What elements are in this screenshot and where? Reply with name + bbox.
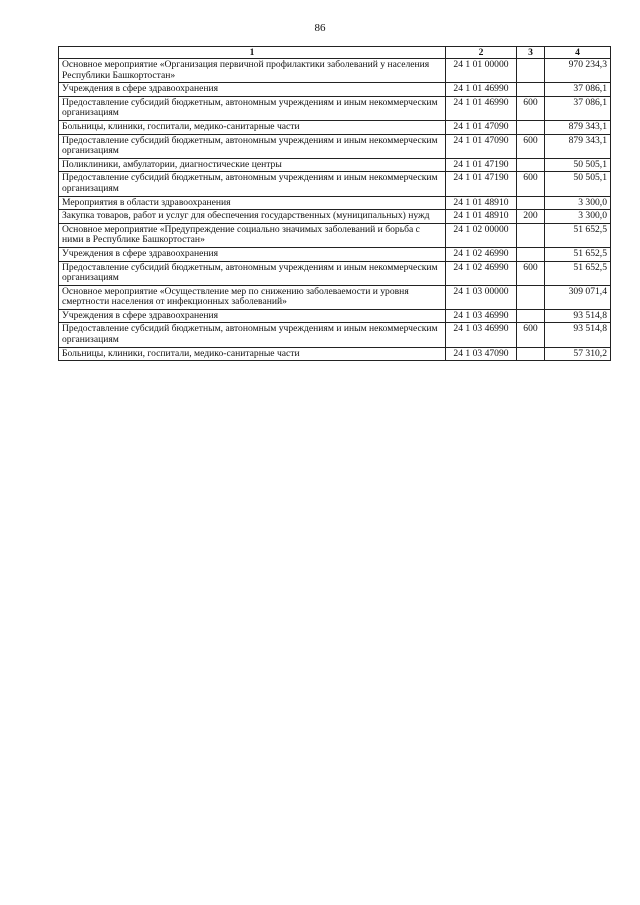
row-code: 24 1 01 47090 [446, 120, 517, 134]
row-name: Основное мероприятие «Осуществление мер по снижению заболеваемости и уровня смертности населения от инфекционных заболеваний» [59, 285, 446, 309]
row-expense-type: 600 [517, 261, 545, 285]
page-number: 86 [314, 22, 326, 34]
row-expense-type: 600 [517, 134, 545, 158]
row-expense-type: 600 [517, 323, 545, 347]
table-row [59, 285, 611, 309]
row-code: 24 1 01 46990 [446, 83, 517, 97]
row-name: Учреждения в сфере здравоохранения [59, 309, 446, 323]
table-row [59, 309, 611, 323]
row-expense-type [517, 309, 545, 323]
header-col-2: 2 [446, 47, 517, 59]
row-code: 24 1 01 47090 [446, 134, 517, 158]
row-name: Предоставление субсидий бюджетным, автономным учреждениям и иным некоммерческим организациям [59, 96, 446, 120]
row-amount: 93 514,8 [545, 323, 611, 347]
row-name: Больницы, клиники, госпитали, медико-санитарные части [59, 347, 446, 361]
row-expense-type [517, 83, 545, 97]
table-row [59, 59, 611, 83]
header-row [59, 47, 611, 59]
row-expense-type: 600 [517, 96, 545, 120]
row-code: 24 1 01 46990 [446, 96, 517, 120]
table-row [59, 83, 611, 97]
row-amount: 51 652,5 [545, 261, 611, 285]
row-amount: 879 343,1 [545, 134, 611, 158]
row-amount: 3 300,0 [545, 196, 611, 210]
row-expense-type [517, 196, 545, 210]
row-name: Закупка товаров, работ и услуг для обеспечения государственных (муниципальных) нужд [59, 210, 446, 224]
table-row [59, 261, 611, 285]
row-amount: 51 652,5 [545, 247, 611, 261]
row-code: 24 1 03 46990 [446, 323, 517, 347]
row-code: 24 1 03 47090 [446, 347, 517, 361]
row-name: Предоставление субсидий бюджетным, автономным учреждениям и иным некоммерческим организациям [59, 323, 446, 347]
row-expense-type [517, 158, 545, 172]
row-expense-type [517, 59, 545, 83]
row-name: Больницы, клиники, госпитали, медико-санитарные части [59, 120, 446, 134]
row-amount: 970 234,3 [545, 59, 611, 83]
header-col-1: 1 [59, 47, 446, 59]
table-row [59, 158, 611, 172]
table-row [59, 196, 611, 210]
row-name: Предоставление субсидий бюджетным, автономным учреждениям и иным некоммерческим организациям [59, 172, 446, 196]
row-amount: 37 086,1 [545, 96, 611, 120]
table-row [59, 210, 611, 224]
row-expense-type [517, 223, 545, 247]
row-name: Учреждения в сфере здравоохранения [59, 247, 446, 261]
row-amount: 93 514,8 [545, 309, 611, 323]
row-amount: 50 505,1 [545, 172, 611, 196]
table-row [59, 323, 611, 347]
row-code: 24 1 01 47190 [446, 172, 517, 196]
budget-table [58, 46, 611, 361]
table-row [59, 223, 611, 247]
table-row [59, 247, 611, 261]
row-expense-type [517, 347, 545, 361]
row-amount: 37 086,1 [545, 83, 611, 97]
row-expense-type [517, 247, 545, 261]
table-row [59, 347, 611, 361]
row-code: 24 1 01 48910 [446, 210, 517, 224]
row-amount: 3 300,0 [545, 210, 611, 224]
row-name: Основное мероприятие «Организация первичной профилактики заболеваний у населения Республики Башкортостан» [59, 59, 446, 83]
row-expense-type: 200 [517, 210, 545, 224]
row-amount: 51 652,5 [545, 223, 611, 247]
table-row [59, 172, 611, 196]
row-code: 24 1 03 00000 [446, 285, 517, 309]
row-code: 24 1 02 00000 [446, 223, 517, 247]
row-expense-type [517, 120, 545, 134]
row-amount: 57 310,2 [545, 347, 611, 361]
row-amount: 879 343,1 [545, 120, 611, 134]
row-expense-type [517, 285, 545, 309]
row-code: 24 1 01 48910 [446, 196, 517, 210]
row-amount: 309 071,4 [545, 285, 611, 309]
row-name: Предоставление субсидий бюджетным, автономным учреждениям и иным некоммерческим организациям [59, 261, 446, 285]
table-header [59, 47, 611, 59]
row-name: Мероприятия в области здравоохранения [59, 196, 446, 210]
header-col-3: 3 [517, 47, 545, 59]
row-expense-type: 600 [517, 172, 545, 196]
row-amount: 50 505,1 [545, 158, 611, 172]
header-col-4: 4 [545, 47, 611, 59]
row-name: Учреждения в сфере здравоохранения [59, 83, 446, 97]
row-code: 24 1 02 46990 [446, 261, 517, 285]
table-row [59, 96, 611, 120]
table-row [59, 120, 611, 134]
row-name: Основное мероприятие «Предупреждение социально значимых заболеваний и борьба с ними в Республике Башкортостан» [59, 223, 446, 247]
row-code: 24 1 01 47190 [446, 158, 517, 172]
row-code: 24 1 01 00000 [446, 59, 517, 83]
row-code: 24 1 03 46990 [446, 309, 517, 323]
table-body [59, 59, 611, 361]
row-name: Предоставление субсидий бюджетным, автономным учреждениям и иным некоммерческим организациям [59, 134, 446, 158]
row-name: Поликлиники, амбулатории, диагностические центры [59, 158, 446, 172]
table-row [59, 134, 611, 158]
row-code: 24 1 02 46990 [446, 247, 517, 261]
